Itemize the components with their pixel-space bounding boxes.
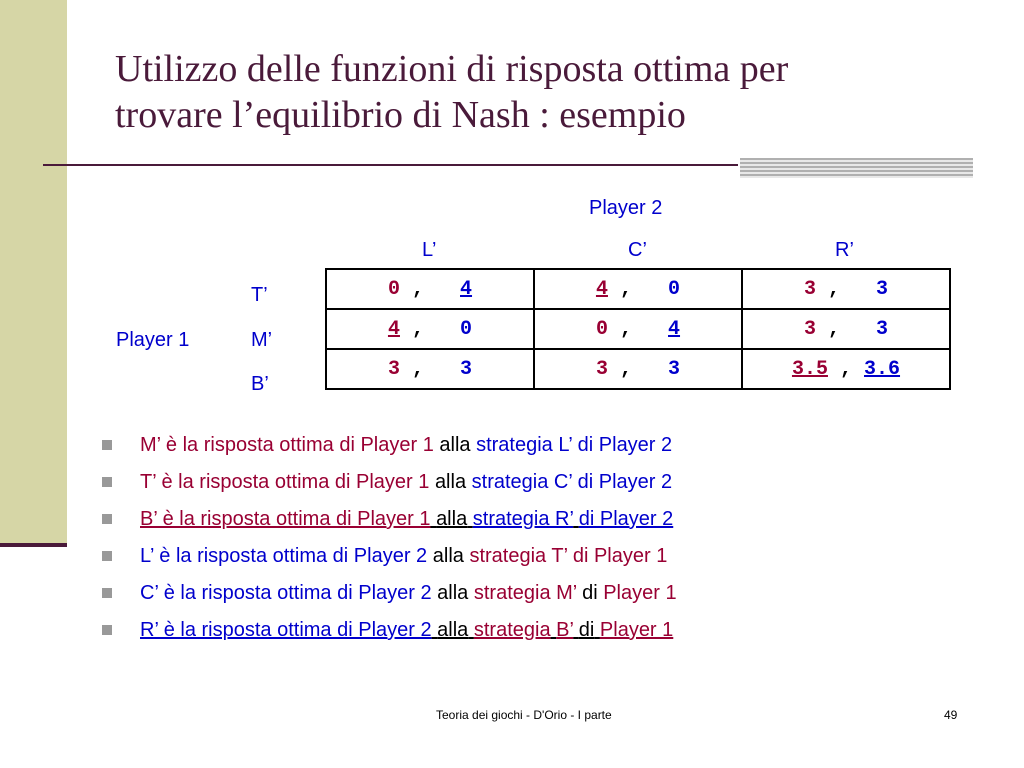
- page-number: 49: [944, 708, 958, 722]
- payoff-p2: 3: [876, 277, 889, 301]
- best-response-list: [100, 432, 677, 654]
- payoff-cell-t-r: [742, 269, 950, 309]
- payoff-cell-t-l: [326, 269, 534, 309]
- bullet-of-player: di Player 2: [577, 471, 673, 493]
- payoff-p1: 3: [803, 277, 816, 301]
- payoff-separator: ,: [619, 317, 632, 341]
- payoff-p1: 3: [803, 317, 816, 341]
- bullet-strategy: strategia T’: [469, 545, 568, 567]
- payoff-matrix: [325, 268, 951, 390]
- payoff-p2-best: 4: [668, 317, 681, 341]
- bullet-square-icon: [102, 440, 112, 450]
- payoff-cell-m-r: [742, 309, 950, 349]
- payoff-p1-best: 4: [595, 277, 608, 301]
- title-underline: [43, 164, 738, 166]
- bullet-of-player: Player 1: [603, 582, 677, 604]
- payoff-p2-best: 3.6: [864, 357, 901, 381]
- payoff-cell-b-c: [534, 349, 742, 389]
- bullet-subject: L’ è la risposta ottima di Player 2: [140, 545, 428, 567]
- payoff-cell-m-l: [326, 309, 534, 349]
- payoff-p1: 3: [595, 357, 608, 381]
- list-item: [100, 617, 677, 654]
- bullet-connector: alla: [436, 508, 468, 530]
- bullet-of-di: di: [582, 582, 598, 604]
- payoff-separator: ,: [411, 357, 424, 381]
- payoff-cell-b-r: [742, 349, 950, 389]
- bullet-strategy: strategia M’: [473, 582, 577, 604]
- row-label-t: T’: [251, 284, 268, 306]
- payoff-cell-t-c: [534, 269, 742, 309]
- bullet-subject: C’ è la risposta ottima di Player 2: [140, 582, 432, 604]
- bullet-strategy: strategia L’: [476, 434, 573, 456]
- bullet-subject: R’ è la risposta ottima di Player 2: [140, 619, 432, 641]
- title-line-2: trovare l’equilibrio di Nash : esempio: [115, 94, 686, 136]
- payoff-p2: 3: [876, 317, 889, 341]
- player1-label: Player 1: [116, 329, 190, 351]
- payoff-row-m: [326, 309, 950, 349]
- payoff-cell-m-c: [534, 309, 742, 349]
- list-item: [100, 469, 677, 506]
- bullet-strategy-name: B’: [556, 619, 574, 641]
- row-label-m: M’: [251, 329, 273, 351]
- bullet-of-player: di Player 2: [578, 508, 674, 530]
- title-line-1: Utilizzo delle funzioni di risposta ottima per: [115, 48, 789, 90]
- list-item: [100, 543, 677, 580]
- payoff-p2: 3: [460, 357, 473, 381]
- footer-text: Teoria dei giochi - D'Orio - I parte: [436, 708, 612, 722]
- bullet-connector: alla: [432, 545, 464, 567]
- bullet-connector: alla: [437, 619, 469, 641]
- bullet-connector: alla: [439, 434, 471, 456]
- payoff-separator: ,: [839, 357, 852, 381]
- payoff-separator: ,: [411, 277, 424, 301]
- bullet-subject: B’ è la risposta ottima di Player 1: [140, 508, 431, 530]
- slide-title: [115, 46, 788, 138]
- bullet-square-icon: [102, 551, 112, 561]
- payoff-p2: 0: [460, 317, 473, 341]
- bullet-of-player: di Player 2: [577, 434, 673, 456]
- bullet-strategy: strategia: [473, 619, 551, 641]
- bullet-subject: T’ è la risposta ottima di Player 1: [140, 471, 430, 493]
- column-label-l: L’: [422, 239, 437, 261]
- bullet-of-player: Player 1: [599, 619, 674, 641]
- bullet-square-icon: [102, 625, 112, 635]
- payoff-separator: ,: [411, 317, 424, 341]
- list-item: [100, 580, 677, 617]
- payoff-p1: 3: [387, 357, 400, 381]
- payoff-p1: 0: [387, 277, 400, 301]
- payoff-p1-best: 3.5: [791, 357, 828, 381]
- payoff-separator: ,: [619, 277, 632, 301]
- payoff-p1-best: 4: [387, 317, 400, 341]
- list-item: [100, 432, 677, 469]
- column-label-c: C’: [628, 239, 647, 261]
- bullet-connector: alla: [437, 582, 469, 604]
- bullet-strategy: strategia C’: [471, 471, 573, 493]
- bullet-of-player: di Player 1: [572, 545, 668, 567]
- row-label-b: B’: [251, 373, 269, 395]
- bullet-square-icon: [102, 588, 112, 598]
- payoff-p2-best: 4: [460, 277, 473, 301]
- bullet-subject: M’ è la risposta ottima di Player 1: [140, 434, 434, 456]
- payoff-separator: ,: [827, 277, 840, 301]
- payoff-cell-b-l: [326, 349, 534, 389]
- column-label-r: R’: [835, 239, 854, 261]
- bullet-square-icon: [102, 477, 112, 487]
- payoff-p1: 0: [595, 317, 608, 341]
- payoff-row-b: [326, 349, 950, 389]
- list-item: [100, 506, 677, 543]
- title-decoration-bar: [740, 158, 973, 178]
- payoff-separator: ,: [827, 317, 840, 341]
- sidebar-accent: [0, 0, 67, 546]
- payoff-separator: ,: [619, 357, 632, 381]
- sidebar-divider: [0, 543, 67, 547]
- bullet-square-icon: [102, 514, 112, 524]
- payoff-p2: 3: [668, 357, 681, 381]
- bullet-strategy: strategia R’: [472, 508, 574, 530]
- player2-label: Player 2: [589, 197, 663, 219]
- payoff-p2: 0: [668, 277, 681, 301]
- bullet-of-di: di: [578, 619, 595, 641]
- payoff-row-t: [326, 269, 950, 309]
- bullet-connector: alla: [434, 471, 467, 493]
